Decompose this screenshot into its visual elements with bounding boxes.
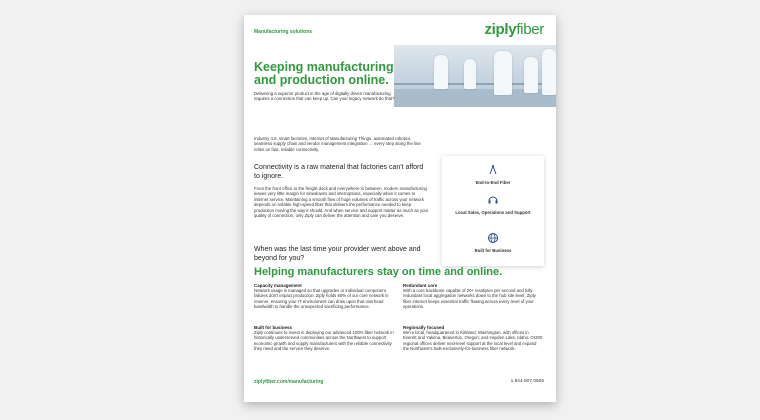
section-text: With a core backbone capable of 20+ terabytes per second and fully redundant local aggregation networks down to the hub site level, Ziply fiber internet keeps essential traffic flowing across every level of your operations. <box>403 288 536 310</box>
intro-text: Delivering a superior product in the age of digitally driven manufacturing requires a connection that can keep up. Can your legacy network do that? <box>254 91 395 102</box>
section-text: We're local, headquartered in Kirkland, Washington, with offices in Everett and Yakima, Beaverton, Oregon; and Hayden Lake, Idaho. Or200 regional offices deliver next-level support at the local level and expand the Northwest's built-exclusively-for-business fiber network. <box>403 330 543 352</box>
fiber-icon <box>487 164 499 176</box>
helping-heading: Helping manufacturers stay on time and online. <box>254 266 503 278</box>
section-text: Network usage is managed so that upgrades or individual component failures don't impact production. Ziply holds 60% of our core network in reserve, ensuring your IT environment can draw upon that overhead bandwidth to handle the unexpected sacrificing performance. <box>254 288 389 310</box>
body-paragraph-2: From the front office to the freight dock and everywhere in between, modern manufacturing leaves very little margin for slowdowns and interruptions, especially when it comes to internet service. Maintaining a smooth flow of huge volumes of traffic across your network depends on reliable high-speed fiber that delivers the performance needed to keep production moving the way it should. And when service and support matter as much as your quality of connection, only Ziply can deliver the attention and care you deserve. <box>254 186 429 219</box>
section-built <box>254 325 394 352</box>
headset-icon <box>487 194 499 206</box>
feature-label-support: Local Sales, Operations and Support <box>455 210 531 215</box>
section-title: Built for business <box>254 325 293 330</box>
provider-heading: When was the last time your provider went above and beyond for you? <box>254 246 421 262</box>
section-title: Regionally focused <box>403 325 445 330</box>
section-regional <box>403 325 543 352</box>
footer-phone: 1.844.507.0605 <box>510 379 544 384</box>
section-text: Ziply continues to invest in deploying our advanced 100% fiber network in historically underserved communities across the Northwest to support economic growth and supply manufacturers with the reliable connectivity they need and the service they deserve. <box>254 330 394 352</box>
globe-icon <box>487 232 499 244</box>
feature-label-fiber: End-to-End Fiber <box>475 180 511 185</box>
feature-label-business: Built for Business <box>474 248 512 253</box>
document-tag: Manufacturing solutions <box>254 29 313 35</box>
section-title: Redundant core <box>403 283 438 288</box>
logo-fiber: fiber <box>516 21 544 38</box>
features-box <box>442 156 544 266</box>
section-redundant <box>403 283 543 310</box>
document-title: Keeping manufacturing and production online. <box>254 60 394 87</box>
connectivity-heading: Connectivity is a raw material that factories can't afford to ignore. <box>254 164 424 180</box>
section-capacity <box>254 283 394 310</box>
section-title: Capacity management <box>254 283 302 288</box>
document-page <box>244 15 556 402</box>
body-paragraph-1: Industry 4.0, smart factories, Internet of Manufacturing Things, automated robotics, seamless supply chain and vendor management integration … every step along the line relies on fast, reliable connectivity. <box>254 136 421 152</box>
factory-photo <box>394 45 556 107</box>
footer-link[interactable]: ziplyfiber.com/manufacturing <box>254 379 324 385</box>
logo-ziply: ziply <box>484 21 517 38</box>
ziply-fiber-logo <box>484 21 544 38</box>
